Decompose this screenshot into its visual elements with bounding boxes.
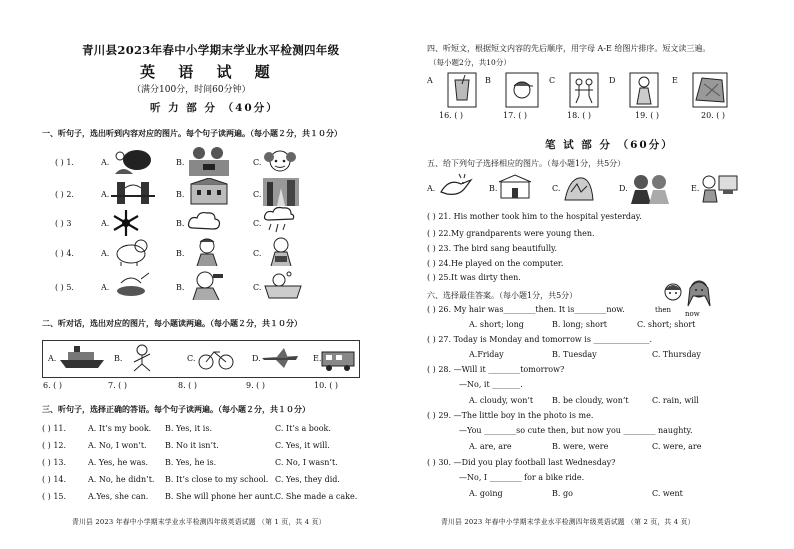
q2-answer-9[interactable]: 9. ( ) [246, 381, 265, 390]
q4-option-c-label: C [549, 76, 556, 85]
option-b: B. go [552, 489, 573, 498]
page-footer: 青川县 2023 年春中小学期末学业水平检测四年级英语试题 （第 1 页，共 4 页） [72, 518, 326, 526]
q3-number: ( ) 15. [42, 492, 67, 501]
q1-number: ( ) 1. [55, 158, 74, 167]
train-picture [320, 344, 356, 372]
subject-title: 英 语 试 题 [140, 63, 279, 81]
q4-option-e-label: E [672, 76, 678, 85]
q3-option-c: C. Yes, they did. [275, 475, 340, 484]
question-stem: ( ) 27. Today is Monday and tomorrow is ______________. [427, 335, 653, 344]
animal-picture [111, 236, 151, 266]
city-street-picture [263, 178, 299, 206]
score-note: （满分100分，时间60分钟） [132, 85, 251, 95]
q5-item-23: ( ) 23. The bird sang beautifully. [427, 244, 557, 253]
plane-picture [260, 346, 300, 370]
question-stem: ( ) 26. My hair was________then. It is________now. [427, 305, 625, 314]
q5-option-e-label: E. [691, 184, 700, 193]
q5-item-25: ( ) 25.It was dirty then. [427, 273, 521, 282]
option-c-label: C. [253, 158, 262, 167]
q2-option-c-label: C. [187, 354, 196, 363]
q5-item-24: ( ) 24.He played on the computer. [427, 259, 564, 268]
then-label: then [655, 306, 671, 314]
option-b: B. be cloudy, won’t [552, 396, 629, 405]
q5-option-b-label: B. [489, 184, 498, 193]
building-picture [187, 178, 231, 206]
q1-number: ( ) 2. [55, 190, 74, 199]
q4-note: （每小题2分，共10分） [429, 58, 511, 67]
q6-heading: 六、选择最佳答案。（每小题1分，共5分） [427, 291, 578, 300]
girl-face-picture [263, 145, 297, 179]
option-c-label: C. [253, 283, 262, 292]
q1-number: ( ) 5. [55, 283, 74, 292]
q3-option-a: A. No, I won’t. [88, 441, 147, 450]
q2-answer-10[interactable]: 10. ( ) [314, 381, 339, 390]
q3-heading: 三、听句子，选择正确的答语。每个句子读两遍。（每小题２分，共１０分） [42, 404, 310, 414]
option-c: C. short; short [637, 320, 696, 329]
q1-heading: 一、听句子，选出听到内容对应的图片。每个句子读两遍。（每小题２分，共１０分） [42, 128, 342, 138]
q4-option-a-label: A [427, 76, 433, 85]
q5-option-c-label: C. [552, 184, 561, 193]
question-stem: ( ) 30. —Did you play football last Wednesday? [427, 458, 616, 467]
rain-cloud-icon [263, 206, 295, 236]
dialogue-line: —No, I ________ for a bike ride. [459, 473, 585, 482]
dialogue-line: —You ________so cute then, but now you ________ naughty. [459, 426, 693, 435]
option-c: C. were, are [652, 442, 702, 451]
option-b: B. long; short [552, 320, 607, 329]
q2-option-e-label: E. [313, 354, 322, 363]
q4-answer-20[interactable]: 20. ( ) [701, 111, 726, 120]
bird-icon [437, 172, 475, 202]
girl-reading-picture [263, 236, 299, 266]
bath-picture [263, 268, 303, 300]
messy-pile-picture [561, 170, 597, 204]
bike-picture [196, 344, 236, 372]
q3-option-a: A. It’s my book. [88, 424, 152, 433]
boy-computer-picture [699, 170, 741, 204]
q1-number: ( ) 3 [55, 219, 72, 228]
q2-option-b-label: B. [114, 354, 123, 363]
question-stem: ( ) 28. —Will it ________tomorrow? [427, 365, 565, 374]
q4-answer-18[interactable]: 18. ( ) [567, 111, 592, 120]
moon-night-picture [111, 148, 155, 176]
option-b-label: B. [176, 249, 185, 258]
option-a: A. cloudy, won’t [469, 396, 534, 405]
option-b: B. were, were [552, 442, 609, 451]
long-hair-girl-picture [685, 276, 713, 310]
tower-bridge-picture [111, 178, 155, 206]
option-c-label: C. [253, 219, 262, 228]
cloud-icon [187, 208, 221, 234]
q4-answer-17[interactable]: 17. ( ) [503, 111, 528, 120]
kids-dancing-picture [569, 72, 599, 108]
q3-option-b: B. Yes, he is. [165, 458, 217, 467]
q3-number: ( ) 13. [42, 458, 67, 467]
q2-answer-7[interactable]: 7. ( ) [108, 381, 127, 390]
q2-option-d-label: D. [252, 354, 261, 363]
q2-heading: 二、听对话，选出对应的图片，每小题读两遍。（每小题２分，共１０分） [42, 318, 302, 328]
q3-option-c: C. Yes, it will. [275, 441, 330, 450]
q3-option-a: A. No, he didn’t. [88, 475, 155, 484]
boy-cap-picture [505, 72, 539, 108]
family-cooking-picture [187, 144, 231, 178]
sick-boy-picture [187, 268, 227, 300]
option-c-label: C. [253, 249, 262, 258]
dialogue-line: —No, it _______. [459, 380, 523, 389]
q3-option-c: C. No, I wasn’t. [275, 458, 338, 467]
option-b-label: B. [176, 158, 185, 167]
option-a-label: A. [101, 249, 110, 258]
cooking-picture [111, 269, 151, 299]
hospital-building-picture [497, 174, 533, 200]
q4-option-b-label: B [485, 76, 491, 85]
q3-number: ( ) 14. [42, 475, 67, 484]
q3-number: ( ) 11. [42, 424, 67, 433]
option-c: C. Thursday [652, 350, 701, 359]
stone-picture [692, 72, 728, 108]
girl-standing-picture [629, 72, 659, 108]
q5-option-a-label: A. [427, 184, 436, 193]
option-a-label: A. [101, 158, 110, 167]
grandparents-picture [629, 170, 671, 204]
option-a-label: A. [101, 283, 110, 292]
right-page [397, 0, 794, 549]
option-c: C. rain, will [652, 396, 699, 405]
option-a: A.Friday [469, 350, 504, 359]
option-c: C. went [652, 489, 683, 498]
option-b: B. Tuesday [552, 350, 597, 359]
now-label: now [685, 310, 700, 318]
q3-option-c: C. She made a cake. [275, 492, 358, 501]
q2-answer-8[interactable]: 8. ( ) [178, 381, 197, 390]
listening-header: 听 力 部 分 （40分） [150, 102, 279, 114]
option-a: A. are, are [469, 442, 512, 451]
option-a: A. short; long [469, 320, 524, 329]
option-c-label: C. [253, 190, 262, 199]
ship-picture [58, 346, 106, 370]
boy-picture [187, 236, 227, 266]
q1-number: ( ) 4. [55, 249, 74, 258]
q4-answer-19[interactable]: 19. ( ) [635, 111, 660, 120]
q5-option-d-label: D. [619, 184, 628, 193]
q3-option-a: A.Yes, she can. [88, 492, 149, 501]
q3-option-b: B. Yes, it is. [165, 424, 212, 433]
q2-option-a-label: A. [48, 354, 57, 363]
q4-answer-16[interactable]: 16. ( ) [439, 111, 464, 120]
boy-running-picture [122, 344, 162, 372]
q5-heading: 五、给下列句子选择相应的图片。（每小题1分，共5分） [427, 159, 626, 168]
q3-option-c: C. It’s a book. [275, 424, 331, 433]
question-stem: ( ) 29. —The little boy in the photo is me. [427, 411, 594, 420]
option-b-label: B. [176, 283, 185, 292]
drink-cup-picture [447, 72, 477, 108]
q5-item-22: ( ) 22.My grandparents were young then. [427, 229, 595, 238]
q3-option-b: B. No it isn’t. [165, 441, 219, 450]
option-a-label: A. [101, 190, 110, 199]
exam-title: 青川县2023年春中小学期末学业水平检测四年级 [82, 43, 340, 57]
page-footer: 青川县 2023 年春中小学期末学业水平检测四年级英语试题 （第 2 页，共 4 页） [441, 518, 695, 526]
option-a: A. going [469, 489, 503, 498]
q3-option-b: B. It’s close to my school. [165, 475, 269, 484]
option-b-label: B. [176, 219, 185, 228]
option-a-label: A. [101, 219, 110, 228]
q3-number: ( ) 12. [42, 441, 67, 450]
q4-option-d-label: D [609, 76, 616, 85]
option-b-label: B. [176, 190, 185, 199]
q5-item-21: ( ) 21. His mother took him to the hospital yesterday. [427, 212, 642, 221]
snowflake-icon [111, 208, 141, 238]
q3-option-a: A. Yes, he was. [88, 458, 149, 467]
q4-heading: 四、听短文，根据短文内容的先后顺序，用字母 A-E 给图片排序。短文读三遍。 [427, 44, 711, 53]
writing-header: 笔 试 部 分 （60分） [545, 139, 674, 151]
q2-answer-6[interactable]: 6. ( ) [43, 381, 62, 390]
q3-option-b: B. She will phone her aunt. [165, 492, 276, 501]
